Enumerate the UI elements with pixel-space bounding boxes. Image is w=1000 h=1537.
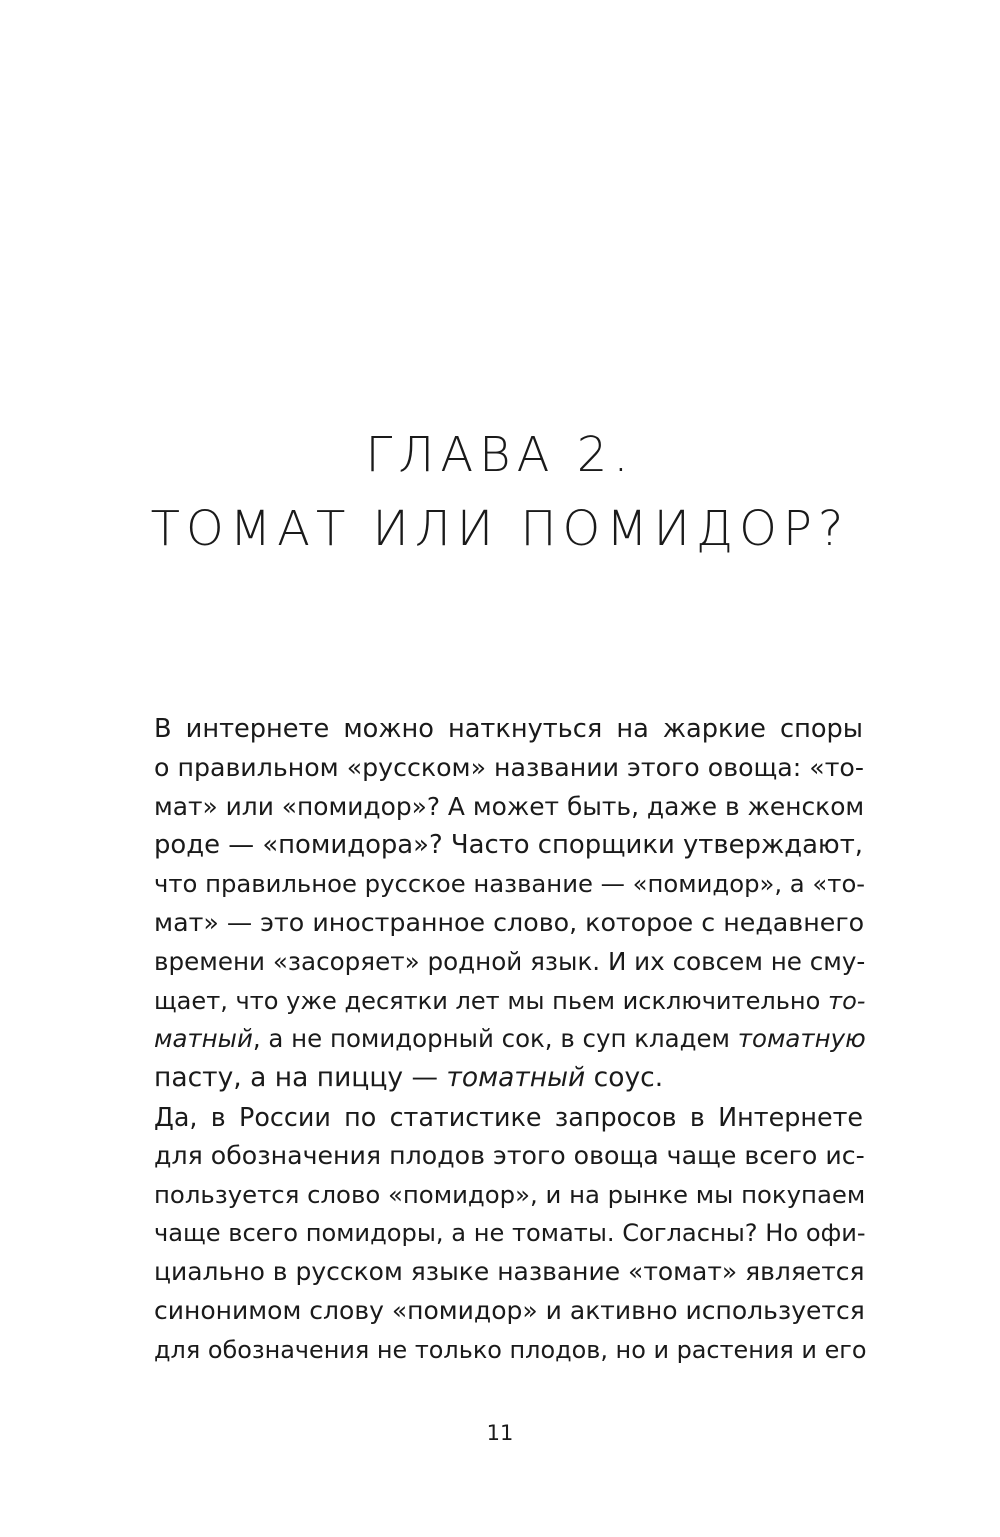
paragraph-1-line-9-text: , а не помидорный сок, в суп кладем (252, 1024, 730, 1054)
paragraph-2-line-3: пользуется слово «помидор», и на рынке мы покупаем (154, 1179, 866, 1209)
paragraph-1-line-8-emphasis: то- (828, 986, 866, 1015)
chapter-number: ГЛАВА 2. (365, 427, 635, 483)
chapter-name: ТОМАТ ИЛИ ПОМИДОР? (150, 501, 850, 557)
paragraph-2-line-2: для обозначения плодов этого овоща чаще всего ис- (154, 1140, 865, 1170)
paragraph-2-line-6: синонимом слову «помидор» и активно используется (154, 1295, 865, 1325)
paragraph-1-line-10-emphasis: томатный (446, 1062, 586, 1094)
paragraph-1-line-10-end: соус. (593, 1062, 664, 1094)
paragraph-1-line-10 (117, 1059, 863, 1098)
paragraph-1-line-4: роде — «помидора»? Часто спорщики утверждают, (154, 830, 863, 861)
paragraph-1-line-2: о правильном «русском» названии этого овоща: «то- (154, 752, 864, 782)
paragraph-1-line-8-text: щает, что уже десятки лет мы пьем исключительно (154, 986, 821, 1015)
paragraph-1-line-9 (117, 1020, 866, 1059)
paragraph-1-line-9-emphasis-2: томатную (737, 1024, 866, 1054)
paragraph-2-line-4: чаще всего помидоры, а не томаты. Согласны? Но офи- (154, 1219, 866, 1248)
paragraph-1-line-1: В интернете можно наткнуться на жаркие споры (154, 714, 863, 744)
paragraph-2-line-5: циально в русском языке название «томат» является (154, 1257, 865, 1287)
chapter-title (0, 418, 1000, 566)
paragraph-1-line-6: мат» — это иностранное слово, которое с недавнего (154, 907, 865, 937)
paragraph-2-line-1: Да, в России по статистике запросов в Интернете (154, 1101, 863, 1132)
paragraph-2 (117, 1098, 867, 1370)
paragraph-1-line-8 (117, 982, 866, 1021)
paragraph-1-line-3: мат» или «помидор»? А может быть, даже в женском (154, 791, 865, 821)
paragraph-1-line-9-emphasis: матный (154, 1024, 253, 1054)
paragraph-1-line-5: что правильное русское название — «помидор», а «то- (154, 869, 866, 899)
paragraph-1 (117, 710, 866, 1098)
paragraph-1-line-7: времени «засоряет» родной язык. И их совсем не сму- (154, 946, 866, 976)
paragraph-2-line-7: для обозначения не только плодов, но и растения и его (154, 1335, 867, 1364)
body-text (117, 710, 867, 1370)
paragraph-1-line-10-text: пасту, а на пиццу — (154, 1062, 438, 1094)
page-number: 11 (486, 1421, 514, 1445)
